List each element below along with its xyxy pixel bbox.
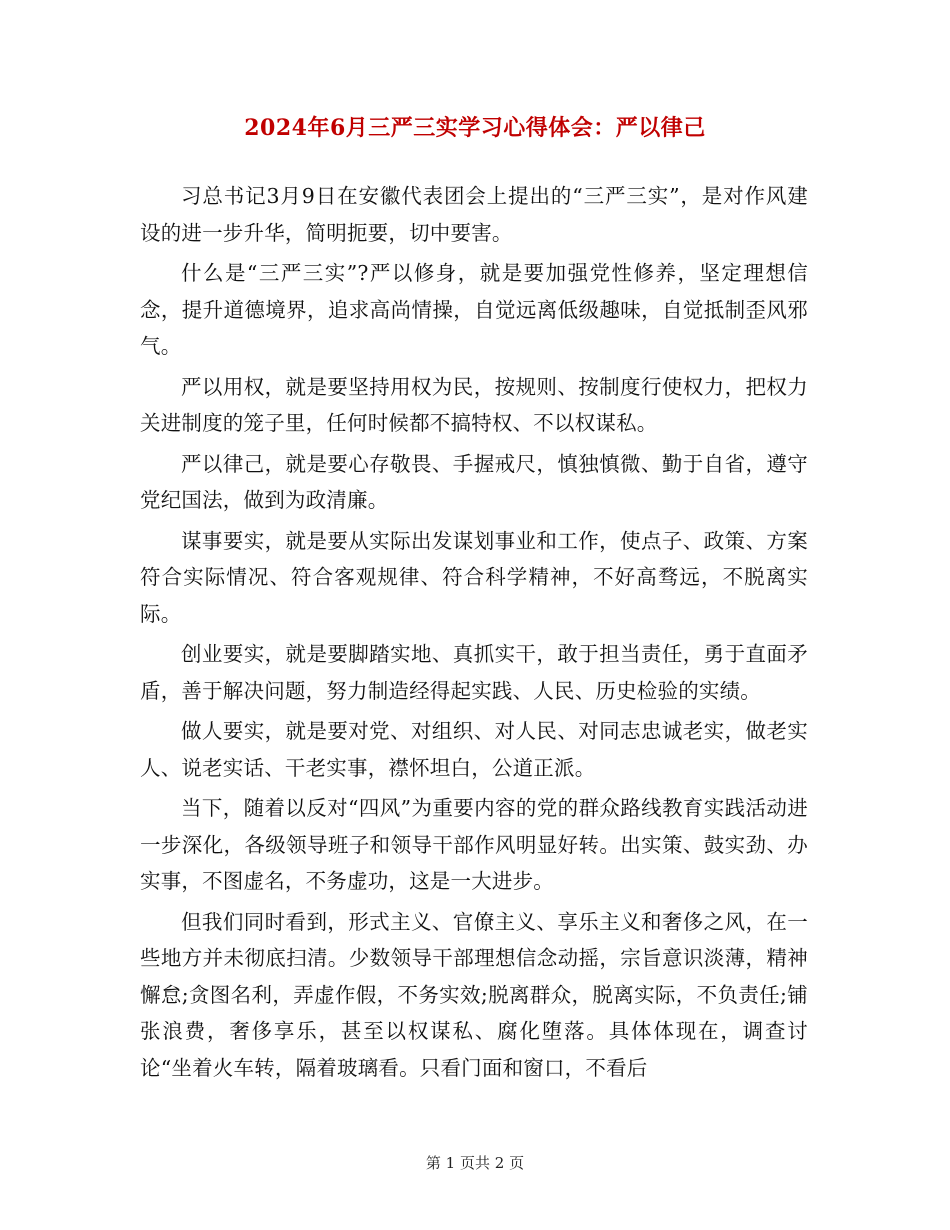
page-number-footer: 第 1 页共 2 页 [425, 1154, 525, 1172]
paragraph: 当下，随着以反对“四风”为重要内容的党的群众路线教育实践活动进一步深化，各级领导班子和领导干部作风明显好转。出实策、鼓实劲、办实事，不图虚名，不务虚功，这是一大进步。 [140, 796, 808, 893]
paragraph: 什么是“三严三实”?严以修身，就是要加强党性修养，坚定理想信念，提升道德境界，追求高尚情操，自觉远离低级趣味，自觉抵制歪风邪气。 [140, 261, 808, 358]
document-body [140, 178, 808, 1090]
paragraph: 习总书记3月9日在安徽代表团会上提出的“三严三实”，是对作风建设的进一步升华，简明扼要，切中要害。 [140, 184, 808, 245]
paragraph: 严以用权，就是要坚持用权为民，按规则、按制度行使权力，把权力关进制度的笼子里，任何时候都不搞特权、不以权谋私。 [140, 374, 808, 435]
paragraph: 做人要实，就是要对党、对组织、对人民、对同志忠诚老实，做老实人、说老实话、干老实事，襟怀坦白，公道正派。 [140, 719, 808, 780]
paragraph: 创业要实，就是要脚踏实地、真抓实干，敢于担当责任，勇于直面矛盾，善于解决问题，努力制造经得起实践、人民、历史检验的实绩。 [140, 642, 808, 703]
paragraph: 但我们同时看到，形式主义、官僚主义、享乐主义和奢侈之风，在一些地方并未彻底扫清。少数领导干部理想信念动摇，宗旨意识淡薄，精神懈怠;贪图名利，弄虚作假，不务实效;脱离群众，脱离实际，不负责任;铺张浪费，奢侈享乐，甚至以权谋私、腐化堕落。具体体现在，调查讨论“坐着火车转，隔着玻璃看。只看门面和窗口，不看后 [140, 909, 808, 1080]
paragraph: 严以律己，就是要心存敬畏、手握戒尺，慎独慎微、勤于自省，遵守党纪国法，做到为政清廉。 [140, 451, 808, 512]
paragraph: 谋事要实，就是要从实际出发谋划事业和工作，使点子、政策、方案符合实际情况、符合客观规律、符合科学精神，不好高骛远，不脱离实际。 [140, 528, 808, 626]
document-title: 2024年6月三严三实学习心得体会：严以律己 [244, 115, 706, 141]
